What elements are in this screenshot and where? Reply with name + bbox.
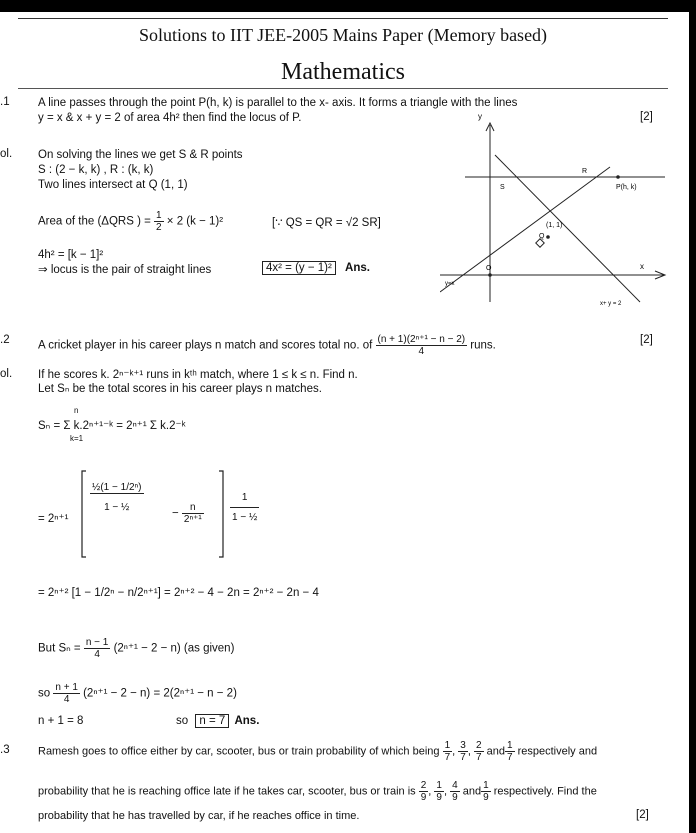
q2-sn-eq: Sₙ = Σ k.2ⁿ⁺¹⁻ᵏ = 2ⁿ⁺¹ Σ k.2⁻ᵏ: [38, 420, 186, 432]
q2-fraction: [376, 334, 468, 357]
so-suffix: (2ⁿ⁺¹ − 2 − n) = 2(2ⁿ⁺¹ − n − 2): [83, 687, 237, 700]
late-train: [481, 780, 491, 803]
label-p: P(h, k): [616, 184, 637, 191]
q2-step2-frac-a: [90, 482, 144, 513]
q1-marks: [2]: [640, 111, 653, 123]
step2-a-num: ½(1 − 1/2ⁿ): [92, 482, 142, 493]
q3-line3: probability that he has travelled by car, if he reaches office in time.: [38, 810, 360, 822]
q2-step2-frac-b: [172, 502, 204, 525]
header: [18, 18, 668, 95]
l3-num: 4: [452, 780, 458, 791]
l1-den: 9: [420, 792, 427, 803]
q1-answer-box: 4x² = (y − 1)²: [262, 261, 336, 275]
q1-ans: Ans.: [345, 262, 370, 274]
label-yx: y=x: [445, 281, 455, 287]
l4-num: 1: [483, 780, 489, 791]
so-fraction: [53, 682, 80, 705]
step2-frac-b: [182, 502, 204, 525]
and-1: and: [486, 745, 505, 758]
point-p: [616, 175, 620, 179]
area-fraction: [154, 210, 164, 233]
q2-frac-num: (n + 1)(2ⁿ⁺¹ − n − 2): [377, 334, 466, 345]
q1-because: [∵ QS = QR = √2 SR]: [272, 217, 381, 229]
q2-ans: Ans.: [234, 715, 260, 727]
late-car: [419, 780, 429, 803]
l3-den: 9: [452, 792, 458, 803]
label-x-plus-y: x+ y = 2: [600, 301, 622, 307]
q2-answer-line: [176, 714, 259, 728]
q3-line2: probability that he is reaching office late if he takes car, scooter, bus or train is $\frac{2}{9}$ , $\frac{1}{9}$ , $\frac{4}{9}$ and $\frac{1}{9}$ respectively. Find the: [38, 780, 597, 803]
l1-num: 2: [420, 780, 427, 791]
but-frac-den: 4: [94, 649, 100, 660]
header-rule: [18, 88, 668, 89]
q2-frac-den: 4: [418, 346, 425, 357]
step2-b-den: 2ⁿ⁺¹: [183, 514, 202, 525]
but-suffix: (2ⁿ⁺¹ − 2 − n) (as given): [113, 642, 235, 655]
q2-but-line: [38, 637, 234, 660]
q2-step2-frac-c: [230, 492, 259, 523]
q1-area-eq: [38, 210, 223, 233]
q1-number: .1: [0, 96, 10, 108]
area-frac-num: 1: [156, 210, 162, 221]
q2-sol-label: ol.: [0, 368, 13, 380]
q1-sol-line2: S : (2 − k, k) , R : (k, k): [38, 164, 154, 176]
p4-num: 1: [506, 740, 513, 751]
p4-den: 7: [506, 752, 513, 763]
q3-number: .3: [0, 744, 10, 756]
so2: so: [176, 715, 189, 727]
label-r: R: [582, 168, 588, 175]
q2-sol-line2: Let Sₙ be the total scores in his career plays n matches.: [38, 383, 322, 395]
q1-eq1: 4h² = [k − 1]²: [38, 249, 104, 261]
step2-c-den: 1 − ½: [232, 512, 258, 523]
area-suffix: × 2 (k − 1)²: [166, 215, 224, 228]
p1-den: 7: [444, 752, 451, 763]
step2-b-num: n: [182, 502, 204, 514]
x-label: x: [640, 262, 644, 271]
step2-frac-c: [230, 492, 259, 523]
prob-bus: [474, 740, 484, 763]
p2-den: 7: [460, 752, 466, 763]
q1-sol-line3: Two lines intersect at Q (1, 1): [38, 179, 188, 191]
q3-line1-suffix: respectively and: [517, 745, 598, 758]
right-angle-mark: [536, 239, 544, 247]
q3-line2-suffix: respectively. Find the: [493, 785, 597, 798]
p1-num: 1: [444, 740, 451, 751]
sum-bottom: k=1: [70, 434, 84, 443]
q2-step3: = 2ⁿ⁺² [1 − 1/2ⁿ − n/2ⁿ⁺¹] = 2ⁿ⁺² − 4 − 2n = 2ⁿ⁺² − 2n − 4: [38, 587, 319, 599]
y-label: y: [478, 112, 482, 121]
l2-num: 1: [436, 780, 442, 791]
area-frac-den: 2: [156, 222, 162, 233]
so-prefix: so: [38, 687, 51, 700]
q1-text-line1: A line passes through the point P(h, k) is parallel to the x- axis. It forms a triangle with the lines: [38, 97, 518, 109]
p3-den: 7: [475, 752, 482, 763]
point-q: [546, 235, 550, 239]
prob-car: [443, 740, 453, 763]
q2-so-line: [38, 682, 237, 705]
sum-top: n: [74, 406, 79, 415]
q2-text-prefix: A cricket player in his career plays n match and scores total no. of: [38, 339, 373, 352]
bracket-left: [82, 471, 86, 557]
q2-text: [38, 334, 496, 357]
step2-frac-a: [90, 482, 144, 513]
step2-a-den: 1 − ½: [104, 502, 130, 513]
q1-answer-line: [262, 261, 370, 275]
but-fraction: [84, 637, 111, 660]
q2-answer-box: n = 7: [195, 714, 229, 728]
p2-num: 3: [460, 740, 466, 751]
label-q-coord: (1, 1): [546, 222, 563, 229]
page-title: Solutions to IIT JEE-2005 Mains Paper (Memory based): [138, 25, 548, 45]
q3-marks: [2]: [636, 809, 649, 821]
so-frac-num: n + 1: [55, 682, 78, 693]
label-q: Q: [539, 233, 545, 240]
but-frac-num: n − 1: [85, 637, 109, 648]
label-s: S: [500, 184, 505, 191]
q2-step2-prefix: = 2ⁿ⁺¹: [38, 513, 69, 525]
q3-line1: Ramesh goes to office either by car, scooter, bus or train probability of which being $\frac{1}{7}$ , $\frac{3}{7}$ , $\frac{2}{7}$ and $\frac{1}{7}$ respectively and: [38, 740, 598, 763]
late-scooter: [434, 780, 444, 803]
q1-sol-line1: On solving the lines we get S & R points: [38, 149, 243, 161]
but-prefix: But Sₙ =: [38, 642, 81, 655]
minus-sign: −: [172, 507, 179, 520]
subject-title: Mathematics: [281, 59, 405, 85]
area-prefix: Area of the (ΔQRS ) =: [38, 215, 151, 228]
bracket-right: [219, 471, 223, 557]
l4-den: 9: [483, 792, 489, 803]
and-2: and: [462, 785, 482, 798]
prob-scooter: [458, 740, 468, 763]
q3-line2-prefix: probability that he is reaching office late if he takes car, scooter, bus or train is: [38, 785, 416, 798]
q1-eq2: ⇒ locus is the pair of straight lines: [38, 264, 212, 276]
prob-train: [505, 740, 515, 763]
q1-figure: [440, 107, 680, 307]
q1-sol-label: ol.: [0, 148, 13, 160]
q2-number: .2: [0, 334, 10, 346]
q3-line1-prefix: Ramesh goes to office either by car, scooter, bus or train probability of which being: [38, 745, 440, 758]
q2-n-eq: n + 1 = 8: [38, 715, 84, 727]
q2-marks: [2]: [640, 334, 653, 346]
q2-text-suffix: runs.: [470, 339, 496, 352]
point-o: [488, 273, 492, 277]
q1-text-line2: y = x & x + y = 2 of area 4h² then find the locus of P.: [38, 112, 302, 124]
q2-sol-line1: If he scores k. 2ⁿ⁻ᵏ⁺¹ runs in kᵗʰ match, where 1 ≤ k ≤ n. Find n.: [38, 369, 358, 381]
l2-den: 9: [436, 792, 442, 803]
document-page: [0, 12, 689, 833]
step2-c-num: 1: [230, 492, 259, 508]
p3-num: 2: [475, 740, 482, 751]
late-bus: [450, 780, 460, 803]
label-o: O: [486, 265, 492, 272]
so-frac-den: 4: [63, 694, 70, 705]
